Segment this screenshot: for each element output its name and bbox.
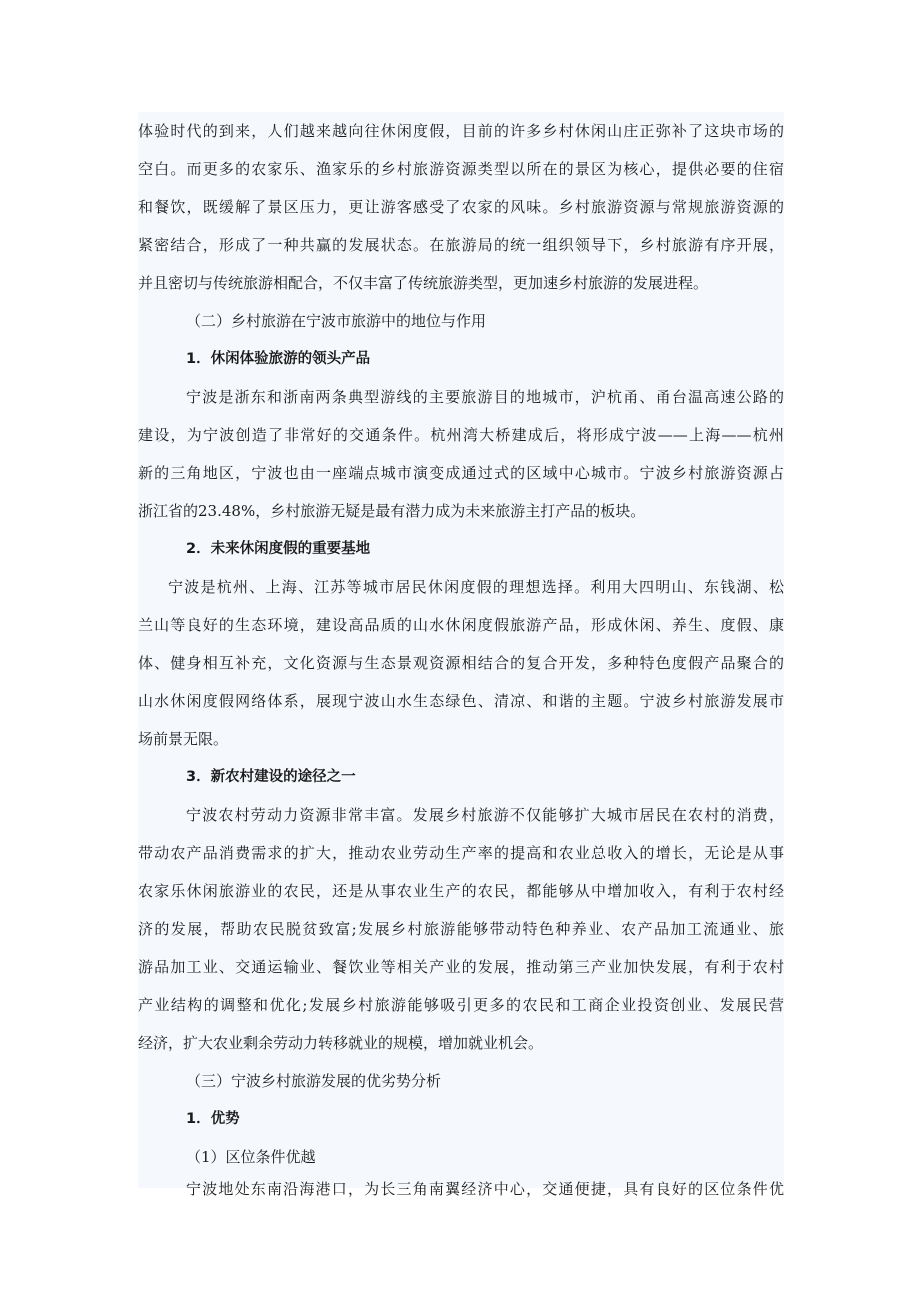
- paragraph-line: 体验时代的到来，人们越来越向往休闲度假，目前的许多乡村休闲山庄正弥补了这块市场的: [138, 122, 784, 140]
- subsection-heading: 3．新农村建设的途径之一: [186, 769, 356, 785]
- item-heading: （1）区位条件优越: [186, 1148, 316, 1166]
- paragraph-line: 宁波是浙东和浙南两条典型游线的主要旅游目的地城市，沪杭甬、甬台温高速公路的: [186, 388, 784, 406]
- paragraph-line: 山水休闲度假网络体系，展现宁波山水生态绿色、清凉、和谐的主题。宁波乡村旅游发展市: [138, 692, 784, 710]
- paragraph-line: 游品加工业、交通运输业、餐饮业等相关产业的发展，推动第三产业加快发展，有利于农村: [138, 958, 784, 976]
- paragraph-line: 经济，扩大农业剩余劳动力转移就业的规模，增加就业机会。: [138, 1034, 544, 1052]
- paragraph-line: 农家乐休闲旅游业的农民，还是从事农业生产的农民，都能够从中增加收入，有利于农村经: [138, 882, 784, 900]
- paragraph-line: 空白。而更多的农家乐、渔家乐的乡村旅游资源类型以所在的景区为核心，提供必要的住宿: [138, 160, 784, 178]
- paragraph-line: 宁波是杭州、上海、江苏等城市居民休闲度假的理想选择。利用大四明山、东钱湖、松: [168, 578, 784, 596]
- paragraph-line: 建设，为宁波创造了非常好的交通条件。杭州湾大桥建成后，将形成宁波——上海——杭州: [138, 426, 784, 444]
- paragraph-line: 紧密结合，形成了一种共赢的发展状态。在旅游局的统一组织领导下，乡村旅游有序开展，: [138, 236, 784, 254]
- paragraph-line: 浙江省的23.48%，乡村旅游无疑是最有潜力成为未来旅游主打产品的板块。: [138, 502, 646, 520]
- section-heading: （三）宁波乡村旅游发展的优劣势分析: [186, 1072, 442, 1090]
- paragraph-line: 兰山等良好的生态环境，建设高品质的山水休闲度假旅游产品，形成休闲、养生、度假、康: [138, 616, 784, 634]
- paragraph-line: 并且密切与传统旅游相配合，不仅丰富了传统旅游类型，更加速乡村旅游的发展进程。: [138, 274, 709, 292]
- subsection-heading: 2．未来休闲度假的重要基地: [186, 541, 371, 557]
- body-text: [138, 112, 784, 1198]
- paragraph-line: 和餐饮，既缓解了景区压力，更让游客感受了农家的风味。乡村旅游资源与常规旅游资源的: [138, 198, 784, 216]
- paragraph-line: 场前景无限。: [138, 730, 229, 748]
- paragraph-line: 宁波地处东南沿海港口，为长三角南翼经济中心，交通便捷，具有良好的区位条件优: [186, 1180, 784, 1198]
- paragraph-line: 济的发展，帮助农民脱贫致富;发展乡村旅游能够带动特色种养业、农产品加工流通业、旅: [138, 920, 784, 938]
- paragraph-line: 带动农产品消费需求的扩大，推动农业劳动生产率的提高和农业总收入的增长，无论是从事: [138, 844, 784, 862]
- section-heading: （二）乡村旅游在宁波市旅游中的地位与作用: [186, 312, 487, 330]
- paragraph-line: 宁波农村劳动力资源非常丰富。发展乡村旅游不仅能够扩大城市居民在农村的消费，: [186, 806, 784, 824]
- subsection-heading: 1．优势: [186, 1111, 240, 1127]
- paragraph-line: 体、健身相互补充，文化资源与生态景观资源相结合的复合开发，多种特色度假产品聚合的: [138, 654, 784, 672]
- paragraph-line: 新的三角地区，宁波也由一座端点城市演变成通过式的区域中心城市。宁波乡村旅游资源占: [138, 464, 784, 482]
- paragraph-line: 产业结构的调整和优化;发展乡村旅游能够吸引更多的农民和工商企业投资创业、发展民营: [138, 996, 784, 1014]
- subsection-heading: 1．休闲体验旅游的领头产品: [186, 351, 371, 367]
